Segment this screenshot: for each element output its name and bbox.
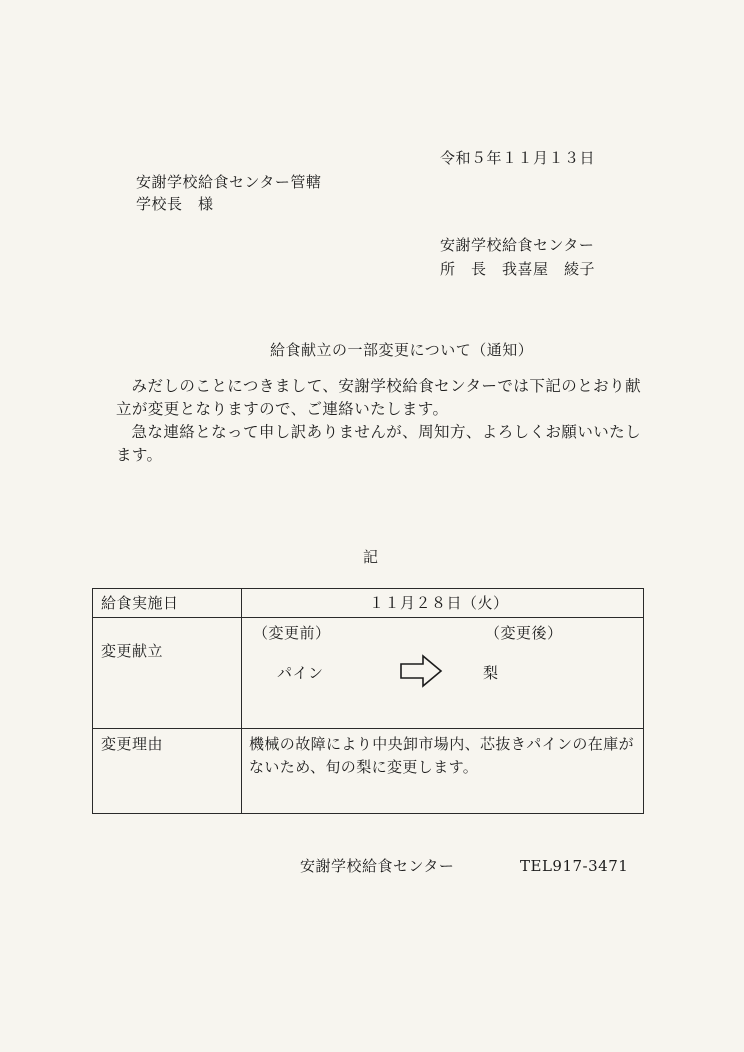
reason-label: 変更理由 — [101, 735, 164, 753]
footer-center-name: 安謝学校給食センター — [300, 857, 455, 875]
date-value: １１月２８日（火） — [369, 594, 509, 612]
document-subject: 給食献立の一部変更について（通知） — [270, 341, 534, 359]
after-heading: （変更後） — [485, 624, 563, 642]
body-paragraph-2: 急な連絡となって申し訳ありませんが、周知方、よろしくお願いいたします。 — [116, 423, 641, 464]
before-heading: （変更前） — [253, 624, 331, 642]
table-row-date — [93, 589, 643, 618]
menu-change-label: 変更献立 — [101, 642, 164, 660]
date-label: 給食実施日 — [101, 594, 179, 612]
document-body — [116, 375, 641, 467]
sender-organization: 安謝学校給食センター — [440, 236, 595, 254]
addressee-title: 学校長 様 — [136, 195, 214, 213]
table-row-reason — [93, 729, 643, 813]
table-row-menu-change — [93, 618, 643, 729]
issue-date: 令和５年１１月１３日 — [440, 149, 596, 167]
body-paragraph-1: みだしのことにつきまして、安謝学校給食センターでは下記のとおり献立が変更となりますので、ご連絡いたします。 — [116, 377, 641, 418]
ki-heading: 記 — [363, 548, 379, 566]
addressee-organization: 安謝学校給食センター管轄 — [136, 173, 322, 191]
notice-table — [92, 588, 644, 814]
right-arrow-outline-icon — [399, 654, 443, 692]
sender-name: 所 長 我喜屋 綾子 — [440, 260, 596, 278]
footer-telephone: TEL917-3471 — [520, 857, 629, 875]
before-item: パイン — [277, 664, 324, 682]
reason-value: 機械の故障により中央卸市場内、芯抜きパインの在庫がないため、旬の梨に変更します。 — [249, 735, 635, 776]
after-item: 梨 — [483, 664, 499, 682]
